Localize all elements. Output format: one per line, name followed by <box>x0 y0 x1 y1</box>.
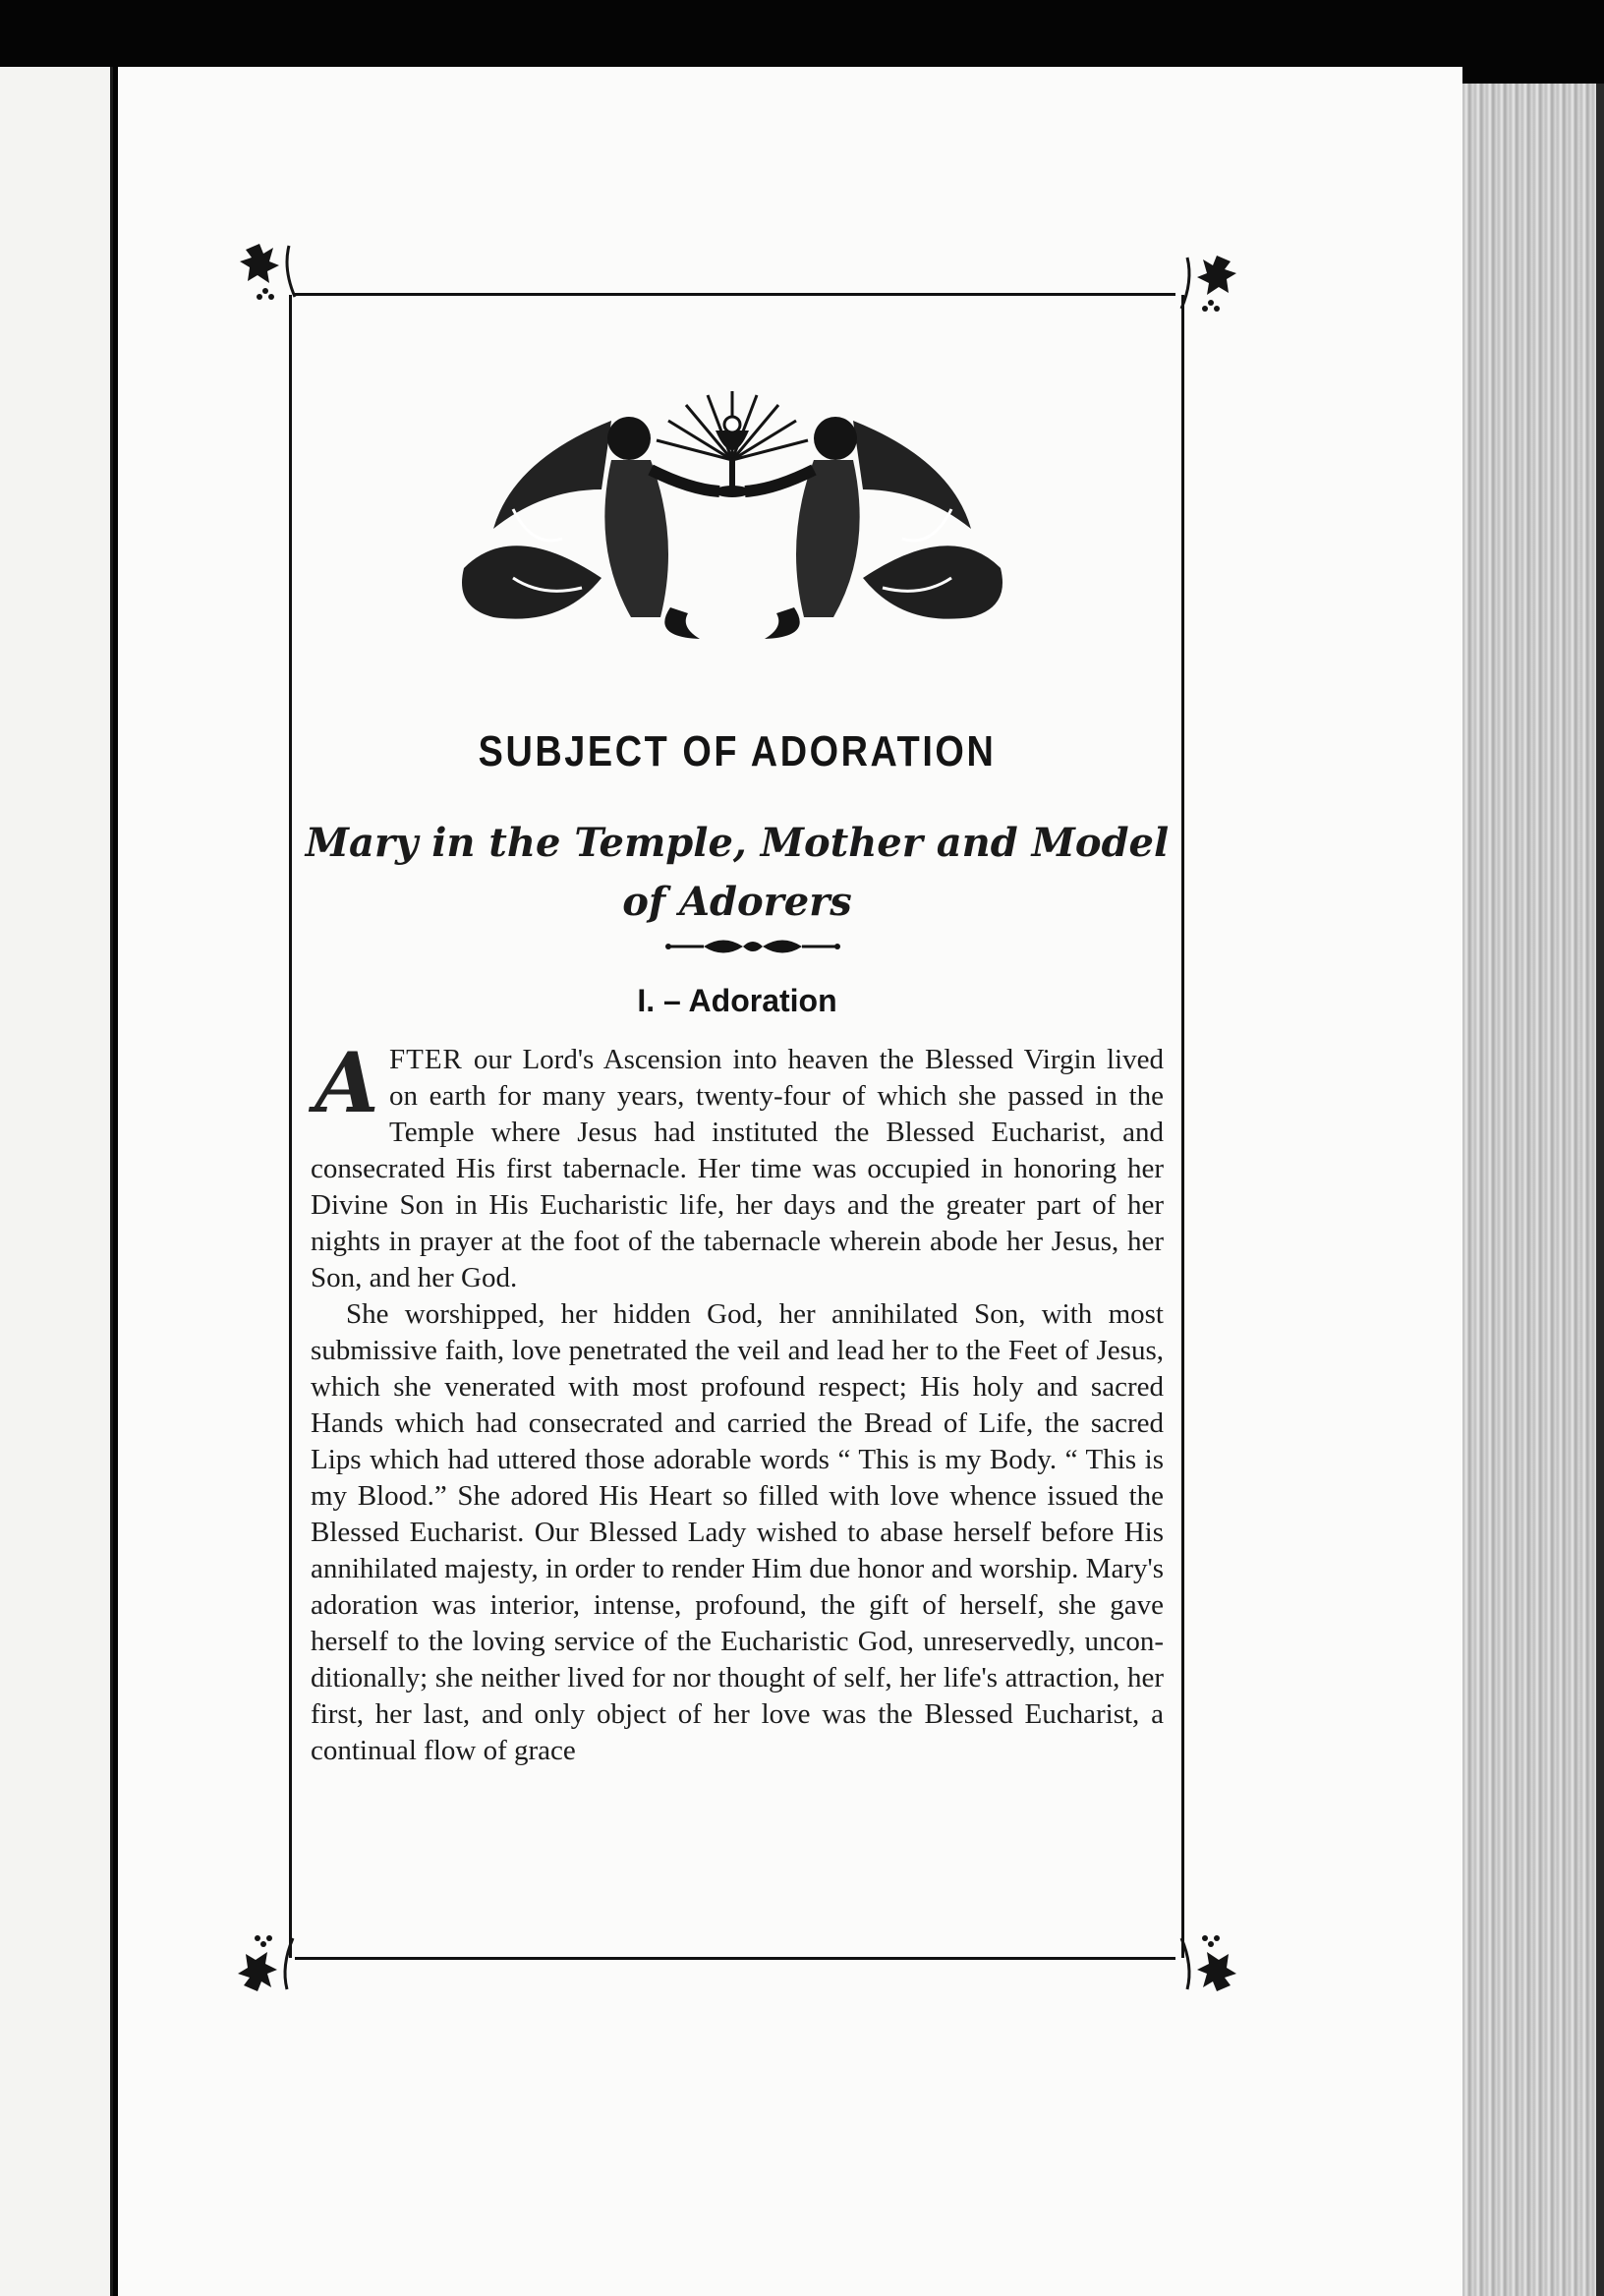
frame-top-rule <box>295 293 1175 296</box>
page-title: SUBJECT OF ADORATION <box>478 727 997 775</box>
section-heading: I. – Adoration <box>637 983 837 1018</box>
vine-leaf-corner-icon <box>236 1926 305 1995</box>
scroll-divider-icon <box>664 932 841 961</box>
page-edges-stack <box>1461 84 1604 2296</box>
drop-cap: A <box>315 1034 379 1131</box>
vine-leaf-corner-icon <box>238 240 307 309</box>
paragraph-1 <box>311 1034 1164 1296</box>
frame-right-rule <box>1181 295 1184 1958</box>
frame-left-rule <box>289 295 292 1958</box>
angels-chalice-headpiece-icon <box>454 381 1010 657</box>
subtitle-line-2: of Adorers <box>622 879 852 925</box>
vine-leaf-corner-icon <box>1170 1926 1238 1995</box>
first-word-rest: FTER <box>389 1044 463 1075</box>
subtitle-line-1: Mary in the Temple, Mother and Model <box>305 820 1170 866</box>
body-text <box>311 1034 1164 1769</box>
frame-bottom-rule <box>295 1957 1175 1960</box>
vine-leaf-corner-icon <box>1170 252 1238 320</box>
page-subtitle <box>295 814 1179 932</box>
paragraph-1-text: our Lord's Ascension into heaven the Blessed Virgin lived on earth for many years, twenty-four of which she passed in the Temple where Jesus had instituted the Blessed Eucharist, and consecrated His first tabernacle. Her time was occupied in honoring her Divine Son in His Eucharistic life, her days and the greater part of her nights in prayer at the foot of the tabernacle wherein abode her Jesus, her Son, and her God. <box>311 1044 1164 1293</box>
previous-page-edge <box>0 67 113 2296</box>
paragraph-2: She worshipped, her hidden God, her annihilated Son, with most submissive faith, love penetrated the veil and lead her to the Feet of Jesus, which she venerated with most profound respect; His holy and sacred Hands which had consecrated and carried the Bread of Life, the sacred Lips which had uttered those adorable words “ This is my Body. “ This is my Blood.” She adored His Heart so filled with love whence issued the Blessed Eucharist. Our Blessed Lady wished to abase herself before His annihilated majesty, in order to render Him due honor and worship. Mary's adoration was interior, intense, profound, the gift of herself, she gave herself to the loving service of the Eucharistic God, unreservedly, unconditionally; she neither lived for nor thought of self, her life's attraction, her first, her last, and only object of her love was the Blessed Eucharist, a continual flow of grace <box>311 1298 1164 1766</box>
